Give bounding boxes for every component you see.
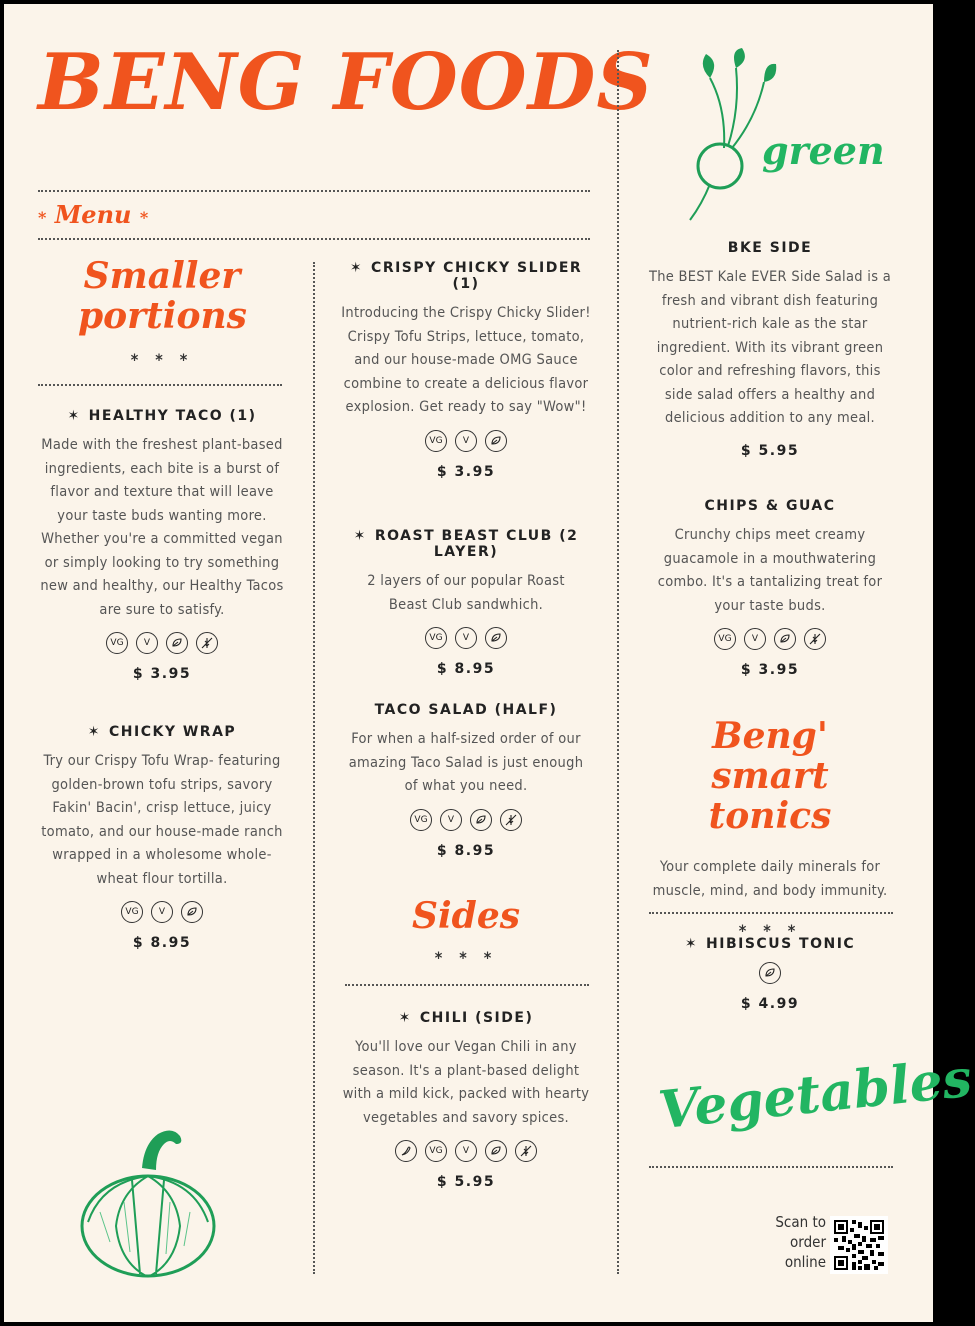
vegetarian-badge: V [440,809,462,831]
item-description: Try our Crispy Tofu Wrap- featuring golden-brown tofu strips, savory Fakin' Bacin', crisp lettuce, juicy tomato, and our house-made ranch wrapped in a wholesome whole-wheat flour tortilla. [41,753,283,887]
section-smaller-portions [38,256,286,369]
star-icon: ✶ [67,408,81,424]
stars-divider: * * * [130,350,194,369]
vegetarian-badge: V [744,628,766,650]
diet-badges [38,632,286,654]
green-word: green [762,128,885,173]
star-icon: ✶ [398,1010,412,1026]
section-sides [341,896,591,967]
leaf-icon [759,962,781,984]
leaf-icon [166,632,188,654]
item-price: $ 4.99 [740,996,800,1012]
vegan-badge: VG [425,627,447,649]
pumpkin-illustration [80,1122,216,1278]
menu-label: * Menu * [38,200,149,229]
vegan-badge: VG [121,901,143,923]
star-icon: ✶ [353,528,367,544]
stars-divider: * * * [434,948,498,967]
diet-badges [341,627,591,649]
vegan-badge: VG [106,632,128,654]
divider [649,912,893,914]
menu-item-bke-side[interactable] [645,240,895,459]
item-price: $ 3.95 [132,666,192,682]
item-name: ✶ ROAST BEAST CLUB (2 LAYER) [353,528,579,560]
leaf-icon [774,628,796,650]
gluten-free-icon [515,1140,537,1162]
section-title: Smaller portions [78,255,247,337]
diet-badges [645,962,895,984]
item-price: $ 8.95 [436,661,496,677]
menu-item-hibiscus-tonic[interactable] [645,936,895,1012]
item-description: Made with the freshest plant-based ingredients, each bite is a burst of flavor and texture that will leave your taste buds wanting more. Whether you're a committed vegan or simply looking to try something new and healthy, our Healthy Tacos are sure to satisfy. [40,437,284,618]
section-title: Beng' smart tonics [708,715,832,837]
vegan-badge: VG [425,430,447,452]
diet-badges [341,1140,591,1162]
gluten-free-icon [196,632,218,654]
item-description: Crunchy chips meet creamy guacamole in a mouthwatering combo. It's a tantalizing treat for your taste buds. [657,527,883,614]
pepper-icon [395,1140,417,1162]
vegetarian-badge: V [455,627,477,649]
item-name: ✶ HEALTHY TACO (1) [67,408,257,424]
item-name: BKE SIDE [727,240,813,256]
item-price: $ 3.95 [436,463,496,480]
divider [38,238,590,240]
item-name: TACO SALAD (HALF) [374,702,558,718]
section-tonics [645,716,895,940]
menu-item-crispy-chicky-slider[interactable] [341,260,591,480]
vegetarian-badge: V [151,901,173,923]
vegan-badge: VG [410,809,432,831]
diet-badges [341,809,591,831]
menu-item-chili[interactable] [341,1010,591,1190]
column-divider [617,50,619,1274]
item-price: $ 5.95 [436,1174,496,1190]
vegetables-lettering: Vegetables [655,1047,975,1142]
divider [38,384,282,386]
diet-badges [645,628,895,650]
brand-title: BENG FOODS [38,37,654,128]
star-icon: ✶ [349,260,364,276]
qr-caption: Scan to order online [775,1213,826,1271]
divider [38,190,590,192]
item-name: ✶ CRISPY CHICKY SLIDER (1) [349,260,583,292]
item-price: $ 3.95 [740,662,800,678]
divider [345,984,589,986]
section-title: Sides [411,895,521,937]
qr-code[interactable] [830,1216,888,1274]
vegan-badge: VG [714,628,736,650]
vegetarian-badge: V [455,1140,477,1162]
leaf-icon [470,809,492,831]
item-name: CHIPS & GUAC [704,498,836,514]
leaf-icon [181,901,203,923]
divider [649,1166,893,1168]
vegan-badge: VG [425,1140,447,1162]
item-description: For when a half-sized order of our amazing Taco Salad is just enough of what you need. [348,731,584,794]
leaf-icon [485,627,507,649]
section-description: Your complete daily minerals for muscle, mind, and body immunity. [652,859,888,899]
vegetarian-badge: V [455,430,477,452]
item-description: 2 layers of our popular Roast Beast Club sandwhich. [367,573,565,613]
diet-badges [341,430,591,452]
leaf-icon [485,1140,507,1162]
item-price: $ 5.95 [740,442,800,459]
menu-item-roast-beast-club[interactable] [341,528,591,677]
diet-badges [38,901,286,923]
menu-item-healthy-taco[interactable] [38,408,286,682]
column-divider [313,262,315,1274]
menu-item-taco-salad[interactable] [341,702,591,859]
item-name: ✶ CHILI (SIDE) [398,1010,534,1026]
menu-page [4,4,975,1322]
menu-item-chips-guac[interactable] [645,498,895,678]
item-description: You'll love our Vegan Chili in any season. It's a plant-based delight with a mild kick, packed with hearty vegetables and savory spices. [342,1039,590,1126]
item-description: The BEST Kale EVER Side Salad is a fresh and vibrant dish featuring nutrient-rich kale as the star ingredient. With its vibrant green color and refreshing flavors, this side salad offers a healthy and delicious addition to any meal. [648,269,892,426]
star-icon: ✶ [87,724,102,740]
vegetarian-badge: V [136,632,158,654]
star-icon: ✶ [684,936,699,952]
menu-item-chicky-wrap[interactable] [38,724,286,951]
item-name: ✶ HIBISCUS TONIC [684,936,856,952]
item-name: ✶ CHICKY WRAP [87,724,237,740]
gluten-free-icon [804,628,826,650]
leaf-icon [485,430,507,452]
item-price: $ 8.95 [132,935,192,951]
gluten-free-icon [500,809,522,831]
item-description: Introducing the Crispy Chicky Slider! Crispy Tofu Strips, lettuce, tomato, and our house-made OMG Sauce combine to create a delicious flavor explosion. Get ready to say "Wow"! [341,305,591,415]
stars-divider: * * * [738,921,802,940]
item-price: $ 8.95 [436,842,496,859]
